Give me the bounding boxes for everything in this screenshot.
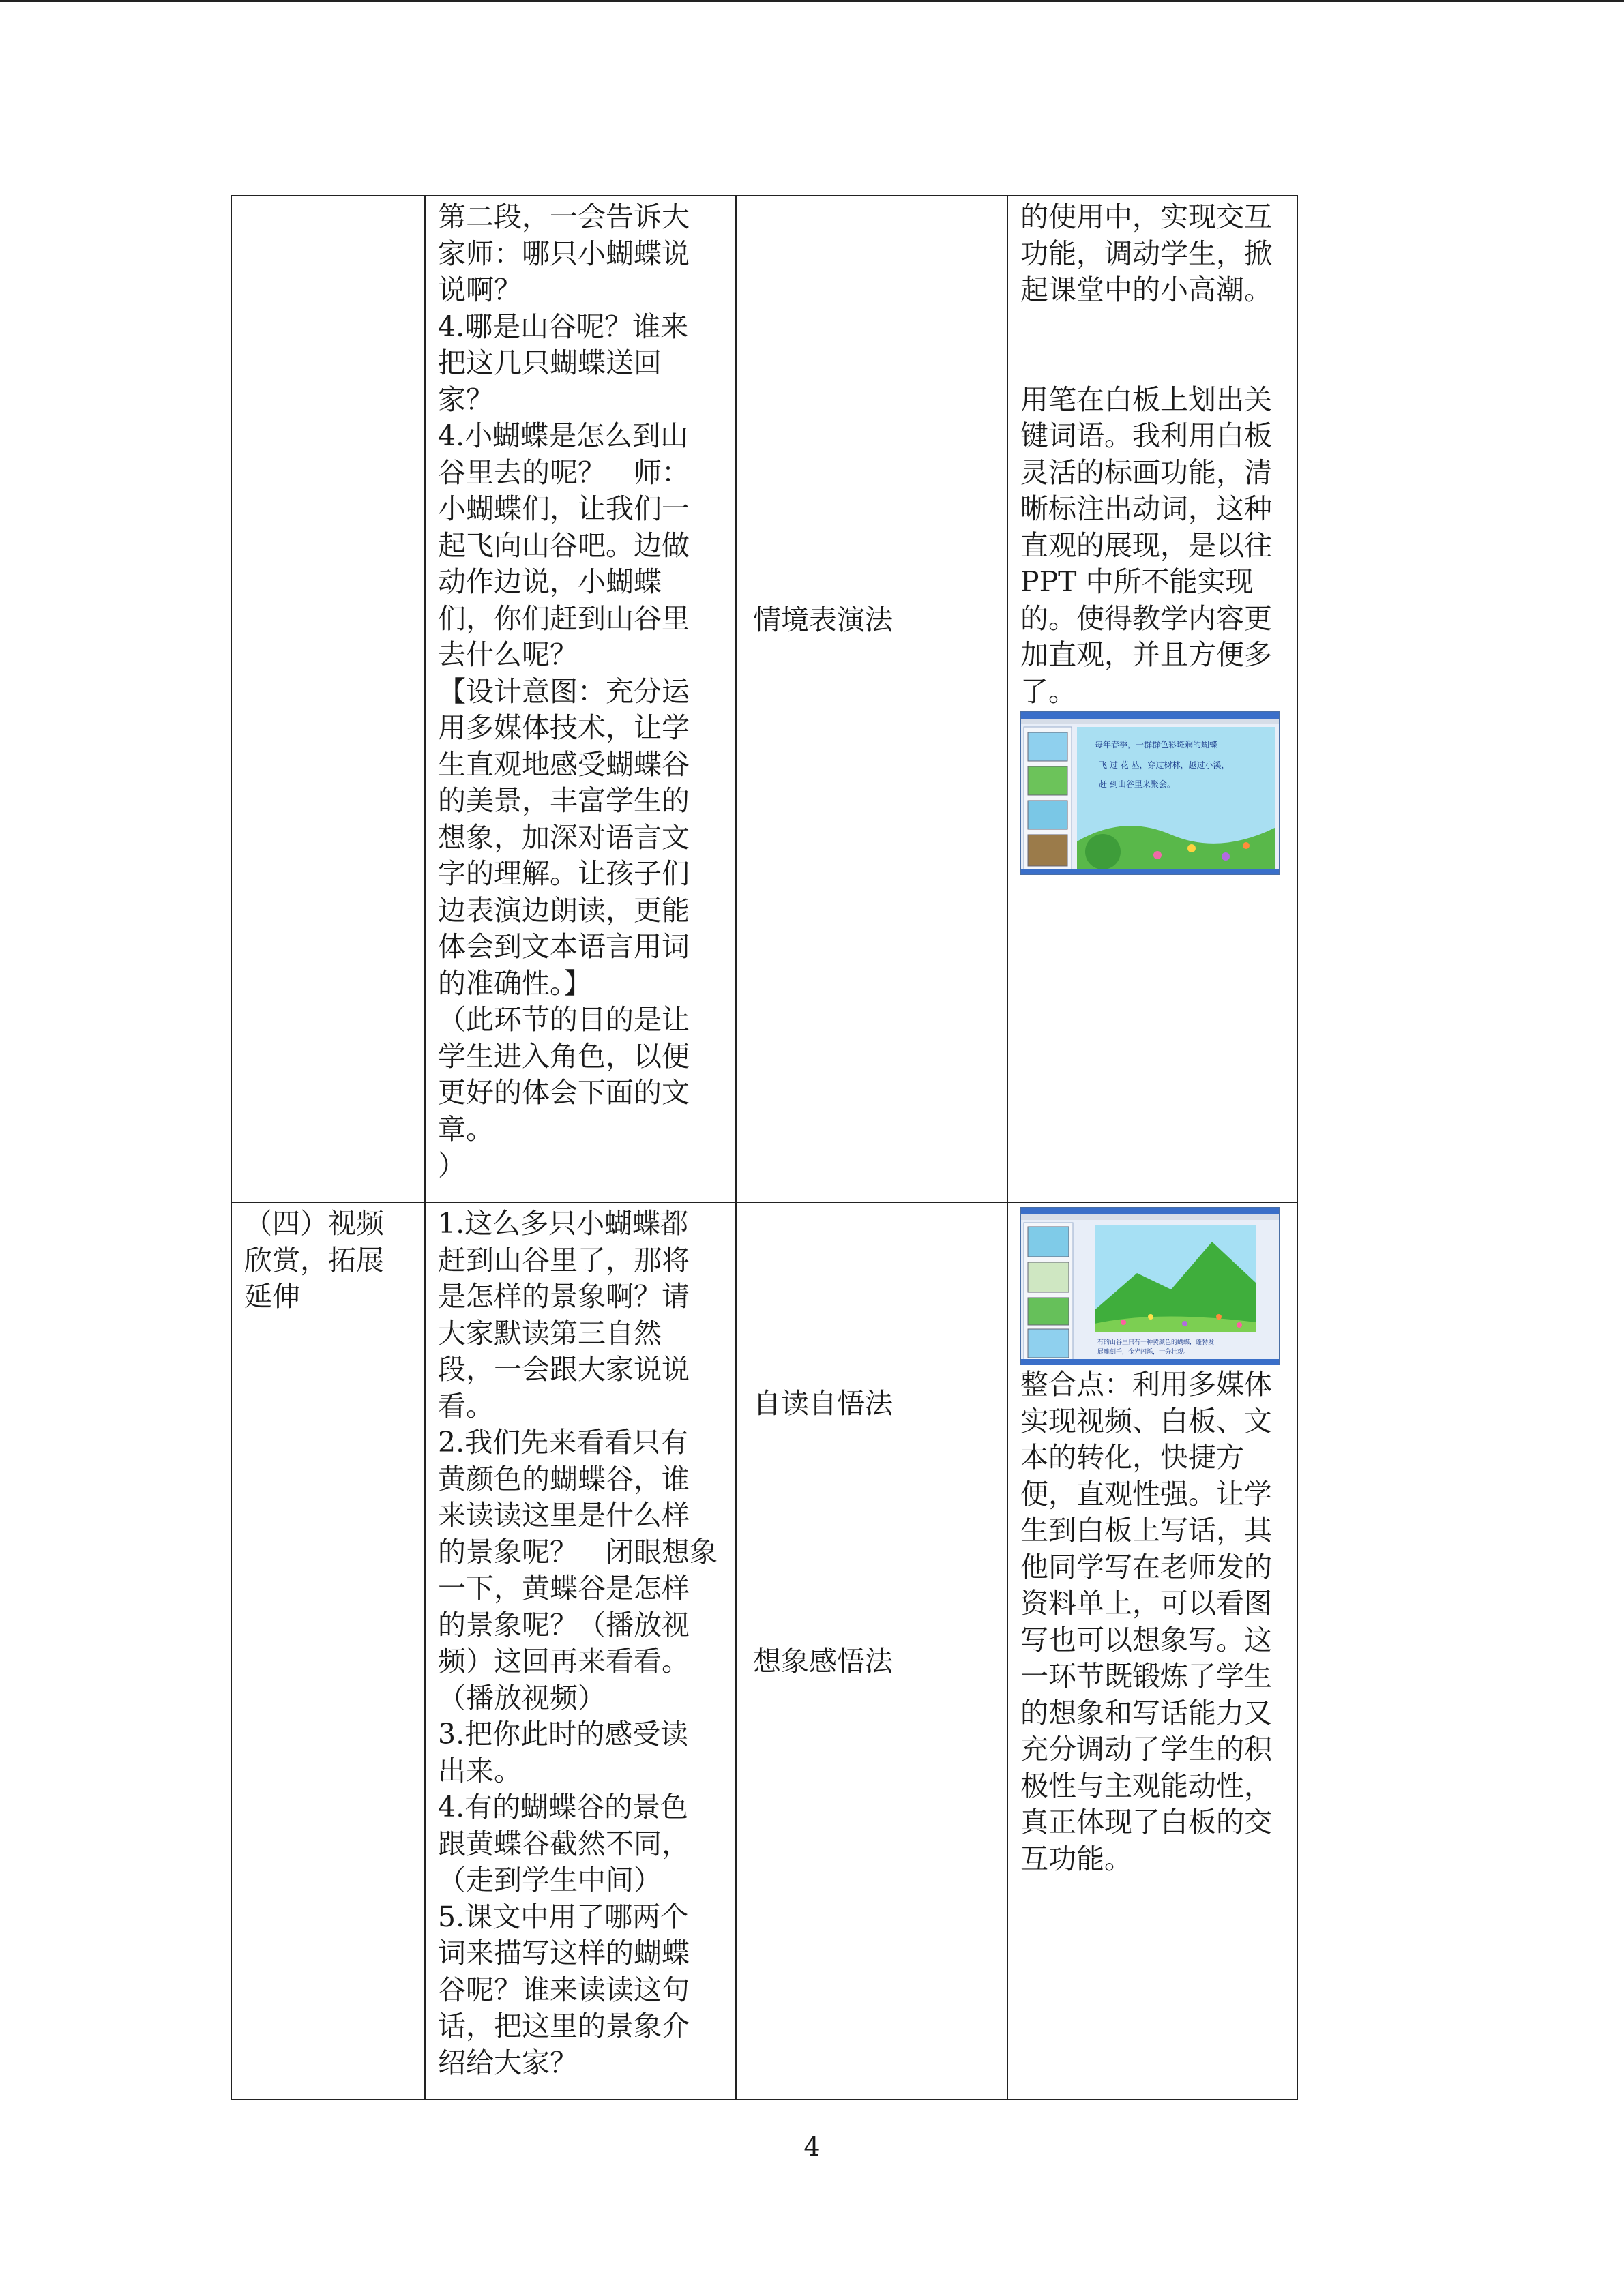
table-row: [231, 196, 1297, 1202]
intent-text: [1020, 1367, 1284, 1877]
procedure-text: [438, 199, 723, 1184]
text-line: 延伸: [244, 1280, 300, 1313]
text-line: 一下，黄蝶谷是怎样: [438, 1572, 690, 1605]
text-line: 的景象呢？（播放视: [438, 1608, 690, 1641]
text-line: 极性与主观能动性，: [1020, 1769, 1272, 1802]
screenshot-caption-line: 每年春季，一群群色彩斑斓的蝴蝶: [1095, 740, 1218, 749]
text-line: 的准确性。】: [438, 966, 592, 1000]
text-line: 第二段，一会告诉大: [438, 200, 690, 233]
text-line: 加直观，并且方便多: [1020, 638, 1272, 671]
text-line: 去什么呢？: [438, 638, 578, 671]
text-line: 本的转化，快捷方: [1020, 1441, 1244, 1474]
text-line: 整合点：利用多媒体: [1020, 1368, 1272, 1401]
text-line: 们，你们赶到山谷里: [438, 601, 690, 635]
screenshot-caption-line: 展雕刻千，金光闪烁，十分壮观。: [1097, 1349, 1190, 1356]
text-line: 他同学写在老师发的: [1020, 1550, 1272, 1583]
procedure-cell: [425, 1202, 736, 2100]
text-line: 功能，调动学生，掀: [1020, 237, 1272, 270]
text-line: 体会到文本语言用词: [438, 930, 690, 963]
lesson-plan-table: [231, 195, 1298, 2100]
text-line: 说啊？: [438, 273, 522, 306]
method-label: 想象感悟法: [753, 1645, 893, 1678]
text-line: 小蝴蝶们，让我们一: [438, 492, 690, 525]
text-line: 4.小蝴蝶是怎么到山: [438, 419, 689, 452]
text-line: 看。: [438, 1389, 494, 1422]
procedure-text: [438, 1206, 723, 2081]
procedure-cell: [425, 196, 736, 1202]
text-line: 实现视频、白板、文: [1020, 1404, 1272, 1437]
text-line: （此环节的目的是让: [438, 1003, 690, 1036]
text-line: 一环节既锻炼了学生: [1020, 1660, 1272, 1693]
text-line: 谷呢？谁来读读这句: [438, 1973, 690, 2006]
text-line: 生到白板上写话，其: [1020, 1514, 1272, 1547]
method-cell: [736, 196, 1007, 1202]
page-top-rule: [0, 0, 1624, 2]
method-cell: [736, 1202, 1007, 2100]
text-line: 便，直观性强。让学: [1020, 1477, 1272, 1510]
text-line: 的想象和写话能力又: [1020, 1696, 1272, 1729]
text-line: 段，一会跟大家说说: [438, 1353, 690, 1386]
text-line: 绍给大家？: [438, 2046, 578, 2079]
text-line: 灵活的标画功能，清: [1020, 456, 1272, 489]
text-line: 的使用中，实现交互: [1020, 200, 1272, 233]
intent-cell: [1007, 1202, 1297, 2100]
text-line: 生直观地感受蝴蝶谷: [438, 747, 690, 781]
screenshot-caption-line: 赶 到山谷里来聚会。: [1099, 779, 1175, 789]
text-line: 互功能。: [1020, 1842, 1132, 1875]
text-line: 黄颜色的蝴蝶谷，谁: [438, 1462, 690, 1495]
text-line: 4.有的蝴蝶谷的景色: [438, 1791, 689, 1823]
text-line: 的景象呢？ 闭眼想象: [438, 1535, 718, 1568]
stage-cell: [231, 196, 425, 1202]
intent-cell: [1007, 196, 1297, 1202]
text-line: 章。: [438, 1112, 494, 1146]
text-line: 5.课文中用了哪两个: [438, 1900, 689, 1933]
text-line: 直观的展现，是以往: [1020, 528, 1272, 562]
text-line: 跟黄蝶谷截然不同，: [438, 1827, 690, 1860]
method-label: 情境表演法: [753, 603, 893, 636]
text-line: 充分调动了学生的积: [1020, 1733, 1272, 1765]
text-line: 真正体现了白板的交: [1020, 1806, 1272, 1838]
text-line: 学生进入角色，以便: [438, 1039, 690, 1073]
page-number: 4: [803, 2132, 821, 2162]
whiteboard-screenshot: [1020, 711, 1280, 875]
text-line: 是怎样的景象啊？请: [438, 1280, 690, 1313]
text-line: （走到学生中间）: [438, 1864, 662, 1896]
intent-text-b: [1020, 382, 1284, 711]
text-line: 2.我们先来看看只有: [438, 1426, 689, 1459]
text-line: 大家默读第三自然: [438, 1316, 662, 1350]
stage-cell: [231, 1202, 425, 2100]
text-line: 晰标注出动词，这种: [1020, 492, 1272, 525]
text-line: 更好的体会下面的文: [438, 1076, 690, 1109]
text-line: 的美景，丰富学生的: [438, 784, 690, 817]
text-line: 3.把你此时的感受读: [438, 1718, 689, 1750]
text-line: 把这几只蝴蝶送回: [438, 346, 662, 379]
text-line: 动作边说，小蝴蝶: [438, 565, 662, 598]
text-line: （播放视频）: [438, 1681, 606, 1714]
text-line: 4.哪是山谷呢？谁来: [438, 310, 689, 343]
text-line: 用笔在白板上划出关: [1020, 383, 1272, 416]
text-line: 词来描写这样的蝴蝶: [438, 1937, 690, 1969]
text-line: 边表演边朗读，更能: [438, 893, 690, 927]
text-line: 了。: [1020, 674, 1076, 708]
text-line: 1.这么多只小蝴蝶都: [438, 1207, 689, 1240]
text-line: （四）视频: [244, 1207, 384, 1240]
text-line: 想象，加深对语言文: [438, 820, 690, 854]
text-line: 写也可以想象写。这: [1020, 1623, 1272, 1656]
text-line: 来读读这里是什么样: [438, 1499, 690, 1532]
stage-text: [244, 1206, 412, 1315]
table-row: [231, 1202, 1297, 2100]
screenshot-caption-line: 飞 过 花 丛，穿过树林，越过小溪，: [1099, 760, 1230, 770]
intent-text-a: [1020, 199, 1284, 309]
text-line: 字的理解。让孩子们: [438, 857, 690, 890]
text-line: 家？: [438, 383, 494, 416]
text-line: PPT 中所不能实现: [1020, 565, 1254, 598]
text-line: 起课堂中的小高潮。: [1020, 273, 1272, 306]
text-line: 起飞向山谷吧。边做: [438, 528, 690, 562]
text-line: 出来。: [438, 1754, 522, 1787]
text-line: 谷里去的呢？ 师：: [438, 456, 690, 489]
text-line: 【设计意图：充分运: [438, 674, 690, 708]
text-line: ）: [438, 1149, 466, 1182]
text-line: 欣赏，拓展: [244, 1243, 384, 1277]
text-line: 键词语。我利用白板: [1020, 419, 1272, 452]
text-line: 家师：哪只小蝴蝶说: [438, 237, 690, 270]
screenshot-caption-line: 有的山谷里只有一种黄颜色的蝴蝶，蓬勃发: [1097, 1339, 1215, 1346]
text-line: 频）这回再来看看。: [438, 1645, 690, 1678]
method-label: 自读自悟法: [753, 1387, 893, 1420]
text-line: 用多媒体技术，让学: [438, 711, 690, 744]
text-line: 的。使得教学内容更: [1020, 601, 1272, 635]
text-line: 资料单上，可以看图: [1020, 1587, 1272, 1620]
whiteboard-screenshot: [1020, 1207, 1280, 1365]
text-line: 赶到山谷里了，那将: [438, 1243, 690, 1277]
text-line: 话，把这里的景象介: [438, 2010, 690, 2042]
